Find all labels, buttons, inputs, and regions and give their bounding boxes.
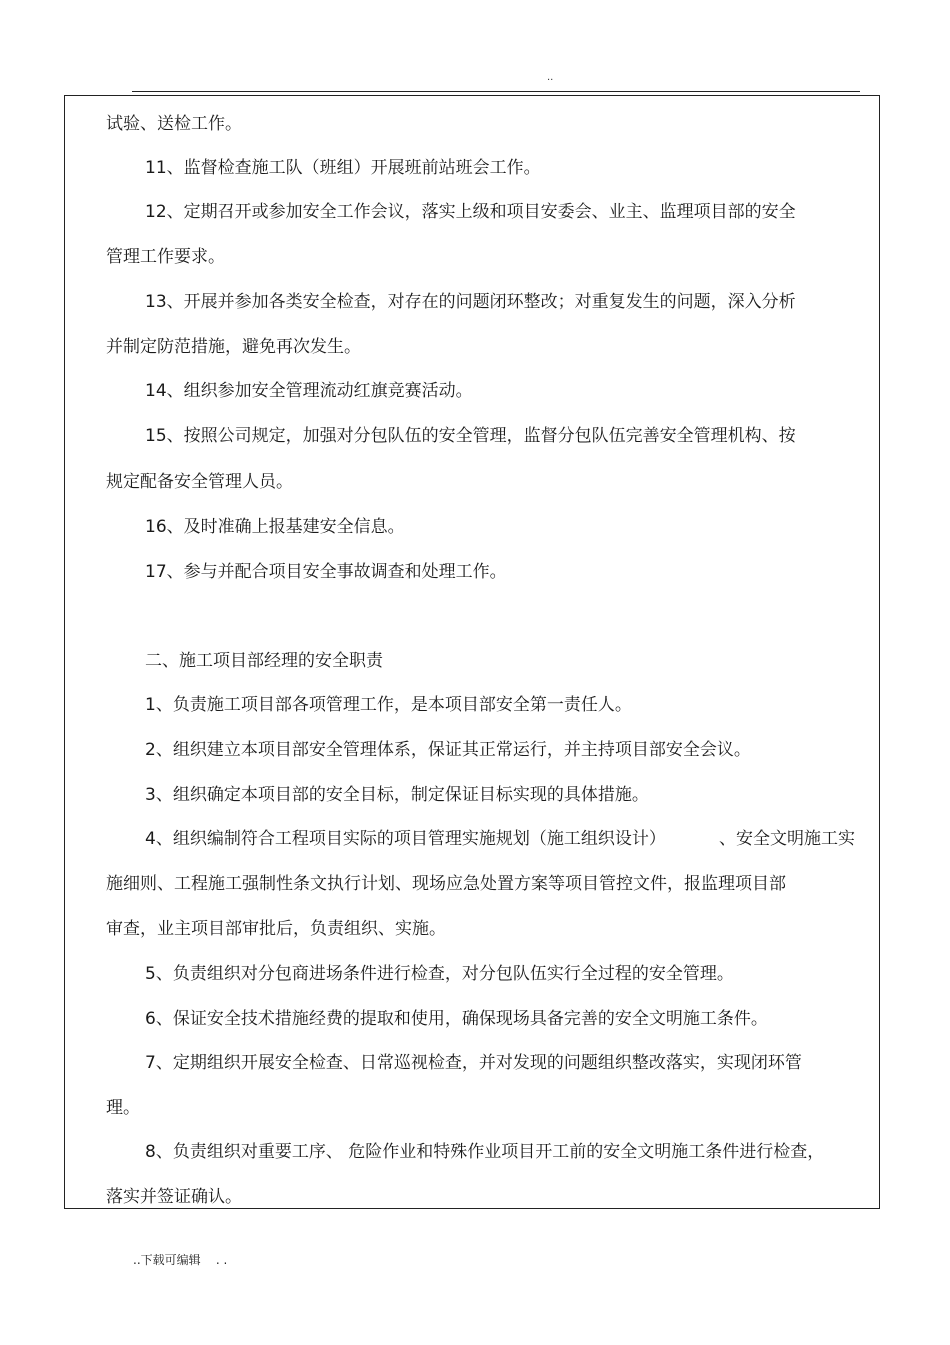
text-line: 16、及时准确上报基建安全信息。 — [145, 517, 405, 537]
text-line: 落实并签证确认。 — [106, 1187, 242, 1207]
text-line: 管理工作要求。 — [106, 247, 225, 267]
text-line: 12、定期召开或参加安全工作会议，落实上级和项目安委会、业主、监理项目部的安全 — [145, 202, 796, 222]
text-line: 11、监督检查施工队（班组）开展班前站班会工作。 — [145, 158, 541, 178]
section-heading: 二、施工项目部经理的安全职责 — [145, 651, 383, 671]
text-line: 7、定期组织开展安全检查、日常巡视检查，并对发现的问题组织整改落实，实现闭环管 — [145, 1053, 802, 1073]
text-line: 审查，业主项目部审批后，负责组织、实施。 — [106, 919, 446, 939]
text-line: 13、开展并参加各类安全检查，对存在的问题闭环整改；对重复发生的问题，深入分析 — [145, 292, 796, 312]
text-line: 15、按照公司规定，加强对分包队伍的安全管理，监督分包队伍完善安全管理机构、按 — [145, 426, 796, 446]
text-line: 、安全文明施工实 — [719, 829, 855, 849]
text-line: 规定配备安全管理人员。 — [106, 472, 293, 492]
footer-note: ..下载可编辑 . . — [133, 1253, 228, 1267]
text-line: 2、组织建立本项目部安全管理体系，保证其正常运行，并主持项目部安全会议。 — [145, 740, 751, 760]
header-rule — [132, 91, 860, 92]
text-line: 理。 — [106, 1098, 140, 1118]
text-line: 8、负责组织对重要工序、 危险作业和特殊作业项目开工前的安全文明施工条件进行检查， — [145, 1142, 825, 1162]
text-line: 14、组织参加安全管理流动红旗竞赛活动。 — [145, 381, 473, 401]
text-line: 1、负责施工项目部各项管理工作，是本项目部安全第一责任人。 — [145, 695, 632, 715]
header-mark: .. — [547, 72, 554, 83]
text-line: 4、组织编制符合工程项目实际的项目管理实施规划（施工组织设计） — [145, 829, 666, 849]
text-line: 3、组织确定本项目部的安全目标，制定保证目标实现的具体措施。 — [145, 785, 649, 805]
text-line: 5、负责组织对分包商进场条件进行检查，对分包队伍实行全过程的安全管理。 — [145, 964, 734, 984]
text-line: 并制定防范措施，避免再次发生。 — [106, 337, 361, 357]
text-line: 17、参与并配合项目安全事故调查和处理工作。 — [145, 562, 507, 582]
text-line: 施细则、工程施工强制性条文执行计划、现场应急处置方案等项目管控文件，报监理项目部 — [106, 874, 786, 894]
text-line: 试验、送检工作。 — [106, 114, 242, 134]
text-line: 6、保证安全技术措施经费的提取和使用，确保现场具备完善的安全文明施工条件。 — [145, 1009, 768, 1029]
